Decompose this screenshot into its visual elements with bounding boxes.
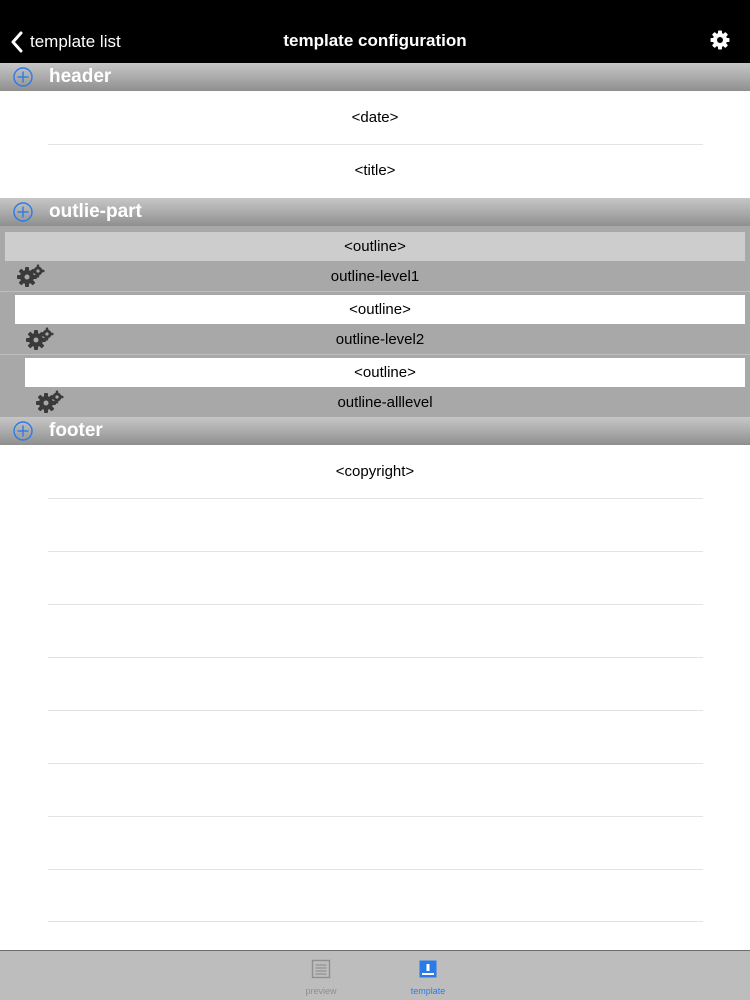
footer-row-empty[interactable] [0,658,750,711]
outline-field-level2[interactable] [15,295,745,324]
section-label: outlie-part [49,201,142,222]
outline-level-label: outline-level2 [335,331,425,348]
outline-field-label: <outline> [354,364,416,381]
section-label: footer [49,420,103,441]
tab-bar [0,950,750,1000]
document-icon [311,959,331,979]
tab-label: preview [305,986,337,996]
footer-row-empty[interactable] [0,817,750,870]
footer-row-empty[interactable] [0,499,750,552]
header-row-title[interactable] [0,145,750,198]
navigation-bar [0,0,750,63]
footer-row-empty[interactable] [0,605,750,658]
tab-preview[interactable] [281,957,361,999]
section-header-footer[interactable] [0,417,750,445]
outline-field-level1[interactable] [5,232,745,261]
footer-row-copyright[interactable] [0,446,750,499]
outline-level-row-all[interactable] [20,387,750,417]
footer-row-empty[interactable] [0,711,750,764]
footer-row-empty[interactable] [0,764,750,817]
header-row-date[interactable] [0,92,750,145]
outline-levels [0,226,750,417]
outline-divider [0,291,750,292]
add-circle-icon[interactable] [13,67,33,87]
row-label: <title> [354,162,396,179]
add-circle-icon[interactable] [13,202,33,222]
template-icon [418,959,438,979]
outline-level-row-1[interactable] [0,261,750,291]
gear-icon [710,30,730,50]
tab-label: template [410,986,446,996]
row-label: <copyright> [335,463,415,480]
outline-level-label: outline-level1 [330,268,420,285]
outline-level-label: outline-alllevel [337,394,433,411]
outline-field-label: <outline> [344,238,406,255]
section-label: header [49,66,112,87]
section-header-header[interactable] [0,63,750,91]
row-separator [48,921,703,922]
outline-field-label: <outline> [349,301,411,318]
page-title: template configuration [283,31,467,50]
outline-level-row-2[interactable] [10,324,750,354]
settings-button[interactable] [710,30,730,50]
add-circle-icon[interactable] [13,421,33,441]
outline-divider [0,354,750,355]
section-header-outline[interactable] [0,198,750,226]
tab-template[interactable] [388,957,468,999]
outline-field-alllevel[interactable] [25,358,745,387]
row-label: <date> [351,109,399,126]
footer-row-empty[interactable] [0,870,750,922]
back-button-label: template list [30,32,121,51]
footer-row-empty[interactable] [0,552,750,605]
